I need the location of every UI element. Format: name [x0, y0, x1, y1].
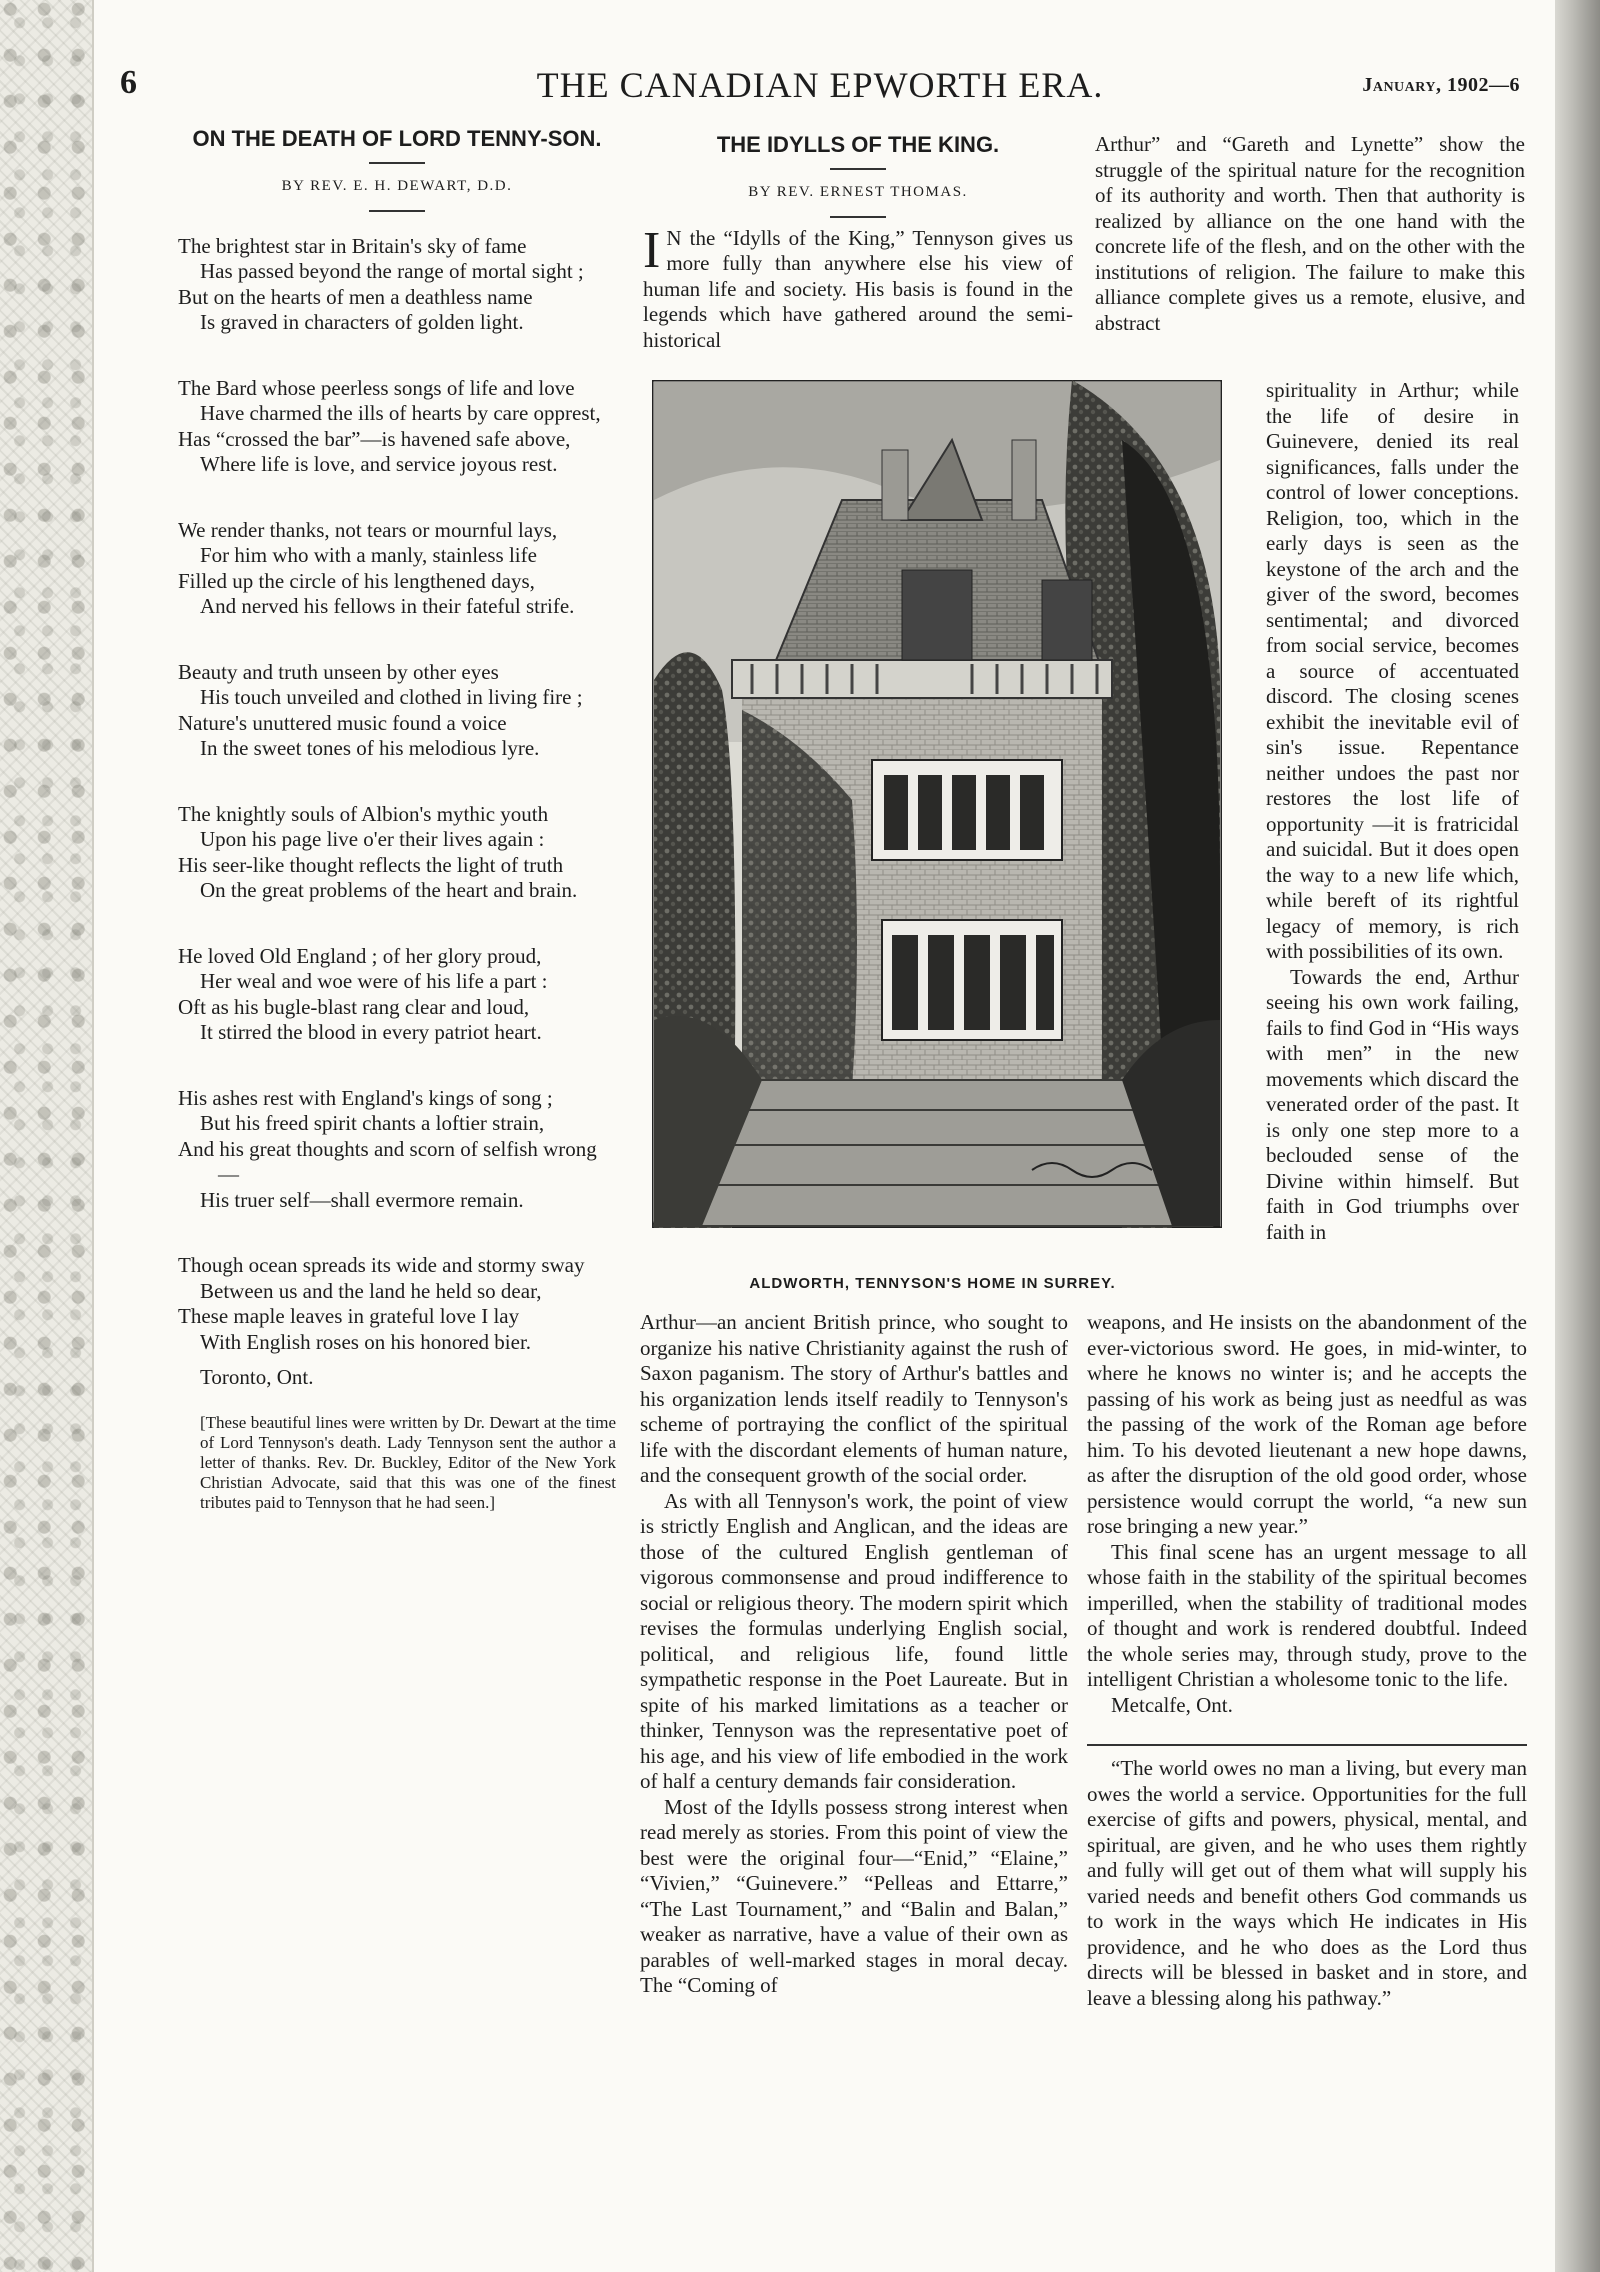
photo-caption: ALDWORTH, TENNYSON'S HOME IN SURREY.: [749, 1275, 1116, 1292]
verse-line: His truer self—shall evermore remain.: [200, 1187, 524, 1212]
stanza: [178, 1253, 616, 1355]
verse-line: And his great thoughts and scorn of selfish wrong—: [178, 1136, 597, 1186]
verse-line: For him who with a manly, stainless life: [200, 543, 537, 567]
verse-line: And nerved his fellows in their fateful strife.: [200, 594, 575, 618]
editor-note: [These beautiful lines were written by Dr. Dewart at the time of Lord Tennyson's death. Lady Tennyson sent the author a letter of thanks. Rev. Dr. Buckley, Editor of the New York Christian Advocate, said that this was one of the finest tributes paid to Tennyson that he had seen.]: [200, 1412, 616, 1512]
verse-line: Upon his page live o'er their lives again :: [200, 827, 545, 851]
divider: [1087, 1744, 1527, 1746]
verse-line: Has passed beyond the range of mortal sight ;: [200, 259, 584, 283]
article-paragraph: Arthur—an ancient British prince, who sought to organize his native Christianity against the rush of Saxon paganism. The story of Arthur's battles and his organization lends itself readily to Tennyson's scheme of portraying the conflict of the spiritual life with the discordant elements of human nature, and the consequent growth of the social order.: [640, 1310, 1068, 1487]
verse-line: But on the hearts of men a deathless name: [178, 284, 533, 309]
verse-line: The knightly souls of Albion's mythic youth: [178, 801, 549, 826]
stanza: [178, 944, 616, 1046]
photo-figure: [640, 380, 1225, 1292]
verse-line: He loved Old England ; of her glory proud,: [178, 943, 542, 968]
article-title: THE IDYLLS OF THE KING.: [716, 132, 1000, 157]
article-paragraph: weapons, and He insists on the abandonment of the ever-victorious sword. He goes, in mid-winter, to where he knows no winter is; and he accepts the passing of his work as being just as needful as was the passing of the work of the Roman age before him. To his devoted lieutenant a new hope dawns, as after the disruption of the old good order, whose persistence would corrupt the world, “a new sun rose bringing a new year.”: [1087, 1310, 1527, 1538]
verse-line: Is graved in characters of golden light.: [200, 310, 524, 334]
verse-line: Filled up the circle of his lengthened days,: [178, 568, 535, 593]
verse-line: His touch unveiled and clothed in living fire ;: [200, 685, 583, 709]
poem-place: Toronto, Ont.: [200, 1365, 314, 1389]
verse-line: On the great problems of the heart and brain.: [200, 878, 578, 902]
stanza: [178, 802, 616, 904]
article-intro-column: [643, 132, 1073, 353]
verse-line: Have charmed the ills of hearts by care opprest,: [200, 401, 601, 425]
article-column-2: [640, 1310, 1068, 1999]
stanza: [178, 518, 616, 620]
stanza: [178, 660, 616, 762]
divider: [369, 210, 425, 212]
quote-paragraph: “The world owes no man a living, but every man owes the world a service. Opportunities for the full exercise of gifts and powers, physical, mental, and spiritual, are given, and he who uses them rightly and fully will get out of them what will supply his varied needs and benefit others God commands us to work in the ways which He indicates in His providence, and he who does as the Lord thus directs will be blessed in basket and in store, and leave a blessing along his pathway.”: [1087, 1756, 1527, 2010]
decorative-margin: [0, 0, 94, 2272]
verse-line: Beauty and truth unseen by other eyes: [178, 659, 499, 684]
verse-line: It stirred the blood in every patriot heart.: [200, 1020, 542, 1044]
article-paragraph: Most of the Idylls possess strong interest when read merely as stories. From this point of view the best were the original four—“Enid,” “Elaine,” “Vivien,” “Guinevere.” “Pelleas and Ettarre,” “The Last Tournament,” and “Balin and Balan,” weaker as narrative, have a value of their own as parables of well-marked stages in moral decay. The “Coming of: [640, 1794, 1068, 1997]
poem-title: ON THE DEATH OF LORD TENNY-SON.: [192, 126, 602, 151]
verse-line: We render thanks, not tears or mournful lays,: [178, 517, 558, 542]
verse-line: His ashes rest with England's kings of song ;: [178, 1085, 553, 1110]
verse-line: Though ocean spreads its wide and stormy sway: [178, 1253, 585, 1277]
verse-line: But his freed spirit chants a loftier strain,: [200, 1111, 545, 1135]
article-place: Metcalfe, Ont.: [1111, 1692, 1233, 1717]
article-wrap-text: [1266, 378, 1519, 1245]
poem-byline: BY REV. E. H. DEWART, D.D.: [281, 178, 513, 194]
stanza: [178, 376, 616, 478]
intro-text: N the “Idylls of the King,” Tennyson gives us more fully than anywhere else his view of human life and society. His basis is found in the legends which have gathered around the semi-historical: [643, 225, 1073, 352]
verse-line: Between us and the land he held so dear,: [200, 1278, 542, 1303]
poem-column: [178, 126, 616, 1513]
article-paragraph: As with all Tennyson's work, the point of view is strictly English and Anglican, and the ideas are those of the cultured English gentleman of vigorous commonsense and proud indifference to social or religious theory. The modern spirit which revises the formulas underlying English social, political, and religious life, found little sympathetic response in the Poet Laureate. But in spite of his marked limitations as a teacher or thinker, Tennyson was the representative poet of his age, and his view of life embodied in the work of half a century demands fair consideration.: [640, 1488, 1068, 1793]
article-paragraph: spirituality in Arthur; while the life of desire in Guinevere, denied its real significances, falls under the control of lower conceptions. Religion, too, which in the early days is seen as the keystone of the arch and the giver of the sword, becomes sentimental; and divorced from social service, becomes a source of accentuated discord. The closing scenes exhibit the inevitable evil of sin's issue. Repentance neither undoes the past nor restores the lost life of opportunity —it is fratricidal and suicidal. But it does open the way to a new life which, while bereft of its rightful legacy of memory, is rich with possibilities of its own.: [1266, 378, 1519, 963]
divider: [369, 162, 425, 164]
page-header: [120, 64, 1520, 114]
verse-line: Nature's unuttered music found a voice: [178, 710, 507, 735]
verse-line: These maple leaves in grateful love I lay: [178, 1304, 520, 1328]
drop-cap: I: [643, 221, 661, 279]
verse-line: In the sweet tones of his melodious lyre.: [200, 736, 540, 760]
issue-date: January, 1902—6: [1362, 74, 1520, 96]
verse-line: With English roses on his honored bier.: [200, 1329, 532, 1354]
article-paragraph: Towards the end, Arthur seeing his own work failing, fails to find God in “His ways with men” in the new movements which discard the venerated order of the past. It is only one step more to a beclouded sense of the Divine within himself. But faith in God triumphs over faith in: [1266, 964, 1519, 1244]
article-paragraph: Arthur” and “Gareth and Lynette” show the struggle of the spiritual nature for the recognition of its authority and worth. Then that authority is realized by alliance on the one hand with the concrete life of the flesh, and on the other with the institutions of religion. The failure to make this alliance complete gives us a remote, elusive, and abstract: [1095, 132, 1525, 335]
article-paragraph: This final scene has an urgent message to all whose faith in the stability of the spiritual becomes imperilled, when the stability of traditional modes of thought and work is rendered doubtful. Indeed the whole series may, through study, prove to the intelligent Christian a wholesome tonic to the life.: [1087, 1539, 1527, 1691]
article-column-3: [1087, 1310, 1527, 2011]
divider: [830, 168, 886, 170]
page-number: 6: [120, 64, 137, 101]
verse-line: The brightest star in Britain's sky of fame: [178, 233, 527, 258]
stanza: [178, 234, 616, 336]
masthead: THE CANADIAN EPWORTH ERA.: [536, 65, 1104, 105]
verse-line: Oft as his bugle-blast rang clear and loud,: [178, 994, 530, 1019]
aldworth-house-engraving: [652, 380, 1222, 1228]
article-intro-paragraph: [643, 221, 1073, 354]
verse-line: Where life is love, and service joyous rest.: [200, 452, 558, 476]
stanza: [178, 1086, 616, 1214]
verse-line: The Bard whose peerless songs of life and love: [178, 375, 575, 400]
divider: [830, 216, 886, 218]
verse-line: Her weal and woe were of his life a part :: [200, 969, 548, 993]
verse-line: Has “crossed the bar”—is havened safe above,: [178, 426, 571, 451]
article-byline: BY REV. ERNEST THOMAS.: [748, 184, 968, 200]
article-column-3-top: [1095, 132, 1525, 336]
page-edge: [1555, 0, 1600, 2272]
verse-line: His seer-like thought reflects the light of truth: [178, 852, 564, 877]
